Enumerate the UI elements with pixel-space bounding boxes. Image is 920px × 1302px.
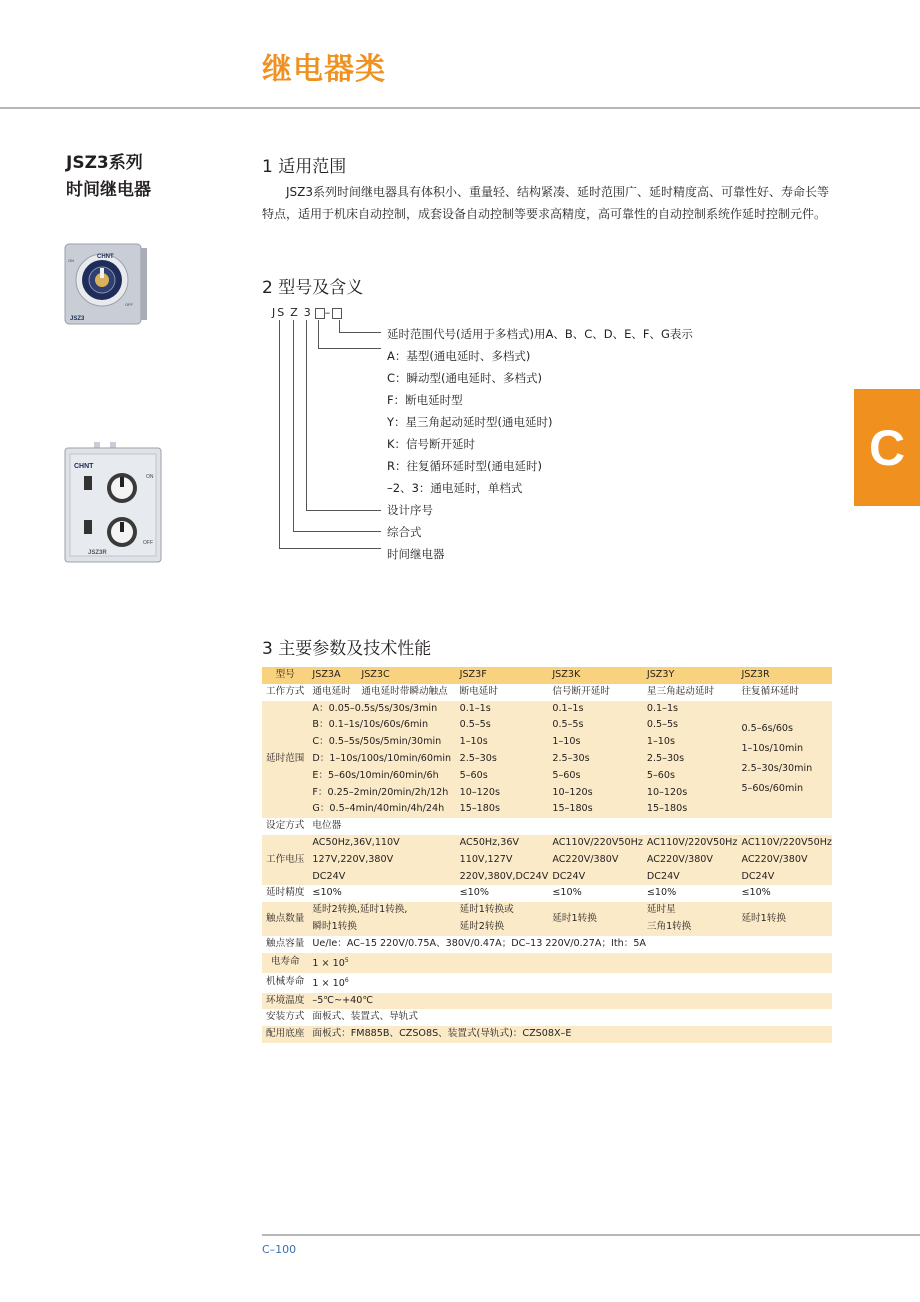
section2-heading: 2 型号及含义 (262, 278, 364, 298)
row-label: 触点数量 (266, 912, 305, 924)
voltage-value: AC220V/380V (552, 853, 619, 865)
life-exponent: 5 (344, 956, 349, 964)
section1-paragraph: JSZ3系列时间继电器具有体积小、重量轻、结构紧凑、延时范围广、延时精度高、可靠性好、寿命长等特点，适用于机床自动控制，成套设备自动控制等要求高精度，高可靠性的自动控制系统作延时控制元件。 (262, 185, 830, 221)
voltage-value: DC24V (312, 870, 346, 882)
range-value: 15–180s (459, 803, 500, 815)
range-value: 10–120s (646, 786, 688, 798)
range-value: 0.1–1s (459, 702, 491, 714)
row-label: 触点容量 (266, 937, 305, 949)
section-tab-c: C (854, 389, 920, 506)
table-cell: 往复循环延时 (741, 685, 799, 697)
relay-jsz3-image (64, 240, 148, 326)
table-cell: Ue/Ie：AC–15 220V/0.75A、380V/0.47A；DC–13 220V/0.27A；Ith：5A (312, 937, 646, 949)
tree-line (339, 332, 381, 333)
table-cell (643, 701, 738, 819)
contacts-value: 三角1转换 (646, 920, 692, 932)
voltage-value: DC24V (646, 870, 680, 882)
table-cell (737, 835, 832, 885)
table-cell: 断电延时 (459, 685, 498, 697)
voltage-value: 220V,380V,DC24V (459, 870, 549, 882)
tree-label-time-relay: 时间继电器 (387, 547, 445, 561)
range-value: 5–60s (646, 769, 675, 781)
parameter-table (262, 667, 832, 1043)
range-value: 15–180s (646, 803, 688, 815)
tree-label-c: C：瞬动型(通电延时、多档式) (387, 371, 543, 385)
range-value: 2.5–30s (552, 752, 590, 764)
voltage-value: AC110V/220V50Hz (552, 836, 643, 848)
table-row-install (262, 1009, 832, 1026)
row-label: 设定方式 (266, 820, 305, 832)
table-row-setting (262, 818, 832, 835)
range-value: 10–120s (459, 786, 500, 798)
range-value: 1–10s (552, 736, 581, 748)
range-value: 0.5–5s (646, 719, 679, 731)
tree-label-k: K：信号断开延时 (387, 437, 476, 451)
tree-label-f: F：断电延时型 (387, 393, 463, 407)
voltage-value: 127V,220V,380V (312, 853, 394, 865)
table-cell (456, 902, 549, 936)
code-z: Z (290, 306, 300, 319)
table-header-row (262, 667, 832, 684)
table-row-accuracy (262, 885, 832, 902)
table-cell (643, 902, 738, 936)
delay-range-c: C：0.5–5s/50s/5min/30min (312, 736, 442, 748)
relay2-model: JSZ3R (88, 550, 107, 556)
header-divider (0, 107, 920, 109)
contacts-value: 瞬时1转换 (312, 920, 357, 932)
relay2-mark-on: ON (146, 474, 154, 480)
voltage-value: AC110V/220V50Hz (646, 836, 738, 848)
table-header-cell: JSZ3A (312, 669, 341, 680)
range-value: 10–120s (552, 786, 593, 798)
tree-line (318, 320, 319, 349)
code-dash: – (324, 306, 333, 319)
table-cell (548, 701, 643, 819)
voltage-value: AC50Hz,36V,110V (312, 836, 400, 848)
range-value: 0.1–1s (646, 702, 679, 714)
contacts-value: 延时2转换 (459, 920, 505, 932)
table-header-cell: JSZ3Y (646, 669, 675, 680)
tree-label-y: Y：星三角起动延时型(通电延时) (387, 415, 553, 429)
page-header-title: 继电器类 (262, 52, 386, 87)
model-code (272, 306, 342, 319)
range-value: 0.5–5s (552, 719, 584, 731)
range-value: 2.5–30s (646, 752, 685, 764)
table-cell (456, 835, 549, 885)
table-row-delay-range (262, 701, 832, 819)
row-label: 工作电压 (266, 853, 305, 865)
row-label: 机械寿命 (266, 976, 305, 988)
contacts-value: 延时1转换或 (459, 904, 514, 916)
table-header-cell: JSZ3F (459, 669, 487, 680)
voltage-value: DC24V (552, 870, 586, 882)
tree-label-single: –2、3：通电延时，单档式 (387, 481, 523, 495)
table-cell: ≤10% (312, 887, 342, 899)
section1-heading: 1 适用范围 (262, 157, 347, 177)
table-cell: –5℃~+40℃ (312, 994, 374, 1006)
table-cell (308, 973, 832, 993)
tree-label-design-no: 设计序号 (387, 503, 433, 517)
range-value: 5–60s (552, 769, 581, 781)
relay1-model: JSZ3 (70, 316, 85, 322)
tree-label-a: A：基型(通电延时、多档式) (387, 349, 531, 363)
range-value: 5–60s (459, 769, 488, 781)
life-base: 1 × 10 (312, 977, 345, 989)
table-cell: 延时1转换 (552, 912, 597, 924)
delay-range-e: E：5–60s/10min/60min/6h (312, 769, 439, 781)
table-header-cell: 型号 (275, 669, 295, 680)
range-value: 5–60s/60min (741, 783, 804, 795)
table-cell: 信号断开延时 (552, 685, 610, 697)
table-cell (308, 902, 455, 936)
delay-range-f: F：0.25–2min/20min/2h/12h (312, 786, 449, 798)
range-value: 0.1–1s (552, 702, 584, 714)
table-cell: ≤10% (741, 887, 771, 899)
table-cell (643, 835, 738, 885)
range-value: 1–10s (459, 736, 488, 748)
relay2-brand: CHNT (74, 463, 94, 470)
table-cell: 延时1转换 (741, 912, 786, 924)
table-row-socket (262, 1026, 832, 1043)
table-row-capacity (262, 936, 832, 953)
tree-line (279, 320, 280, 549)
tree-line (306, 510, 381, 511)
table-cell: 面板式、装置式、导轨式 (312, 1011, 418, 1023)
range-value: 0.5–5s (459, 719, 491, 731)
tree-line (293, 531, 381, 532)
row-label: 电寿命 (270, 956, 300, 968)
voltage-value: AC110V/220V50Hz (741, 836, 832, 848)
tree-label-range-code: 延时范围代号(适用于多档式)用A、B、C、D、E、F、G表示 (387, 327, 693, 341)
range-value: 1–10s (646, 736, 675, 748)
row-label: 配用底座 (266, 1028, 305, 1040)
section3-heading: 3 主要参数及技术性能 (262, 639, 432, 659)
code-js: JS (272, 306, 287, 319)
table-row-mechanical-life (262, 973, 832, 993)
page-number: C–100 (262, 1243, 297, 1256)
table-row-electrical-life (262, 953, 832, 973)
code-box-series (315, 308, 325, 319)
tree-line (293, 320, 294, 532)
relay1-mark-on: ON (68, 258, 74, 263)
table-cell (548, 835, 643, 885)
table-row-contacts (262, 902, 832, 936)
range-value: 15–180s (552, 803, 593, 815)
row-label: 延时精度 (266, 887, 305, 899)
row-label: 延时范围 (266, 752, 305, 764)
contacts-value: 延时2转换,延时1转换, (312, 904, 408, 916)
table-cell: 星三角起动延时 (646, 685, 715, 697)
voltage-value: DC24V (741, 870, 775, 882)
table-row-work-mode (262, 684, 832, 701)
table-cell: 电位器 (312, 820, 342, 832)
table-cell: ≤10% (646, 887, 677, 899)
contacts-value: 延时星 (646, 904, 676, 916)
delay-range-d: D：1–10s/100s/10min/60min (312, 752, 452, 764)
delay-range-a: A：0.05–0.5s/5s/30s/3min (312, 702, 438, 714)
tree-line (306, 320, 307, 511)
voltage-value: AC220V/380V (646, 853, 713, 865)
voltage-value: 110V,127V (459, 853, 513, 865)
relay-jsz3r-image (64, 442, 164, 564)
life-base: 1 × 10 (312, 957, 345, 969)
table-header-cell: JSZ3R (741, 669, 770, 680)
table-cell (308, 953, 832, 973)
table-cell: 面板式：FM885B、CZSO8S、装置式(导轨式)：CZS08X–E (312, 1028, 572, 1040)
voltage-value: AC220V/380V (741, 853, 808, 865)
range-value: 0.5–6s/60s (741, 723, 794, 735)
code-box-range (332, 308, 342, 319)
footer-divider (262, 1234, 920, 1236)
tree-label-integrated: 综合式 (387, 525, 422, 539)
table-cell: ≤10% (459, 887, 489, 899)
range-value: 2.5–30s (459, 752, 497, 764)
range-value: 2.5–30s/30min (741, 763, 813, 775)
table-cell (308, 701, 455, 819)
range-value: 1–10s/10min (741, 743, 804, 755)
row-label: 环境温度 (266, 994, 305, 1006)
table-row-temperature (262, 993, 832, 1010)
table-row-voltage (262, 835, 832, 885)
tree-line (279, 548, 381, 549)
delay-range-g: G：0.5–4min/40min/4h/24h (312, 803, 445, 815)
table-cell: ≤10% (552, 887, 582, 899)
table-cell: 通电延时 (312, 685, 351, 697)
table-cell (456, 701, 549, 819)
relay2-mark-off: OFF (143, 540, 153, 546)
voltage-value: AC50Hz,36V (459, 836, 519, 848)
tree-line (318, 348, 381, 349)
product-title-line2: 时间继电器 (66, 180, 151, 200)
row-label: 工作方式 (266, 685, 305, 697)
table-cell (737, 701, 832, 819)
row-label: 安装方式 (266, 1011, 305, 1023)
product-title-line1: JSZ3系列 (66, 153, 143, 173)
relay1-mark-off: OFF (125, 302, 133, 307)
code-3: 3 (303, 306, 313, 319)
delay-range-b: B：0.1–1s/10s/60s/6min (312, 719, 429, 731)
table-cell: 通电延时带瞬动触点 (361, 685, 448, 697)
relay1-brand: CHNT (97, 254, 114, 260)
tree-label-r: R：往复循环延时型(通电延时) (387, 459, 542, 473)
life-exponent: 6 (344, 976, 349, 984)
table-header-cell: JSZ3C (361, 669, 390, 680)
table-cell (308, 835, 455, 885)
product-title (66, 150, 151, 204)
table-header-cell: JSZ3K (552, 669, 581, 680)
